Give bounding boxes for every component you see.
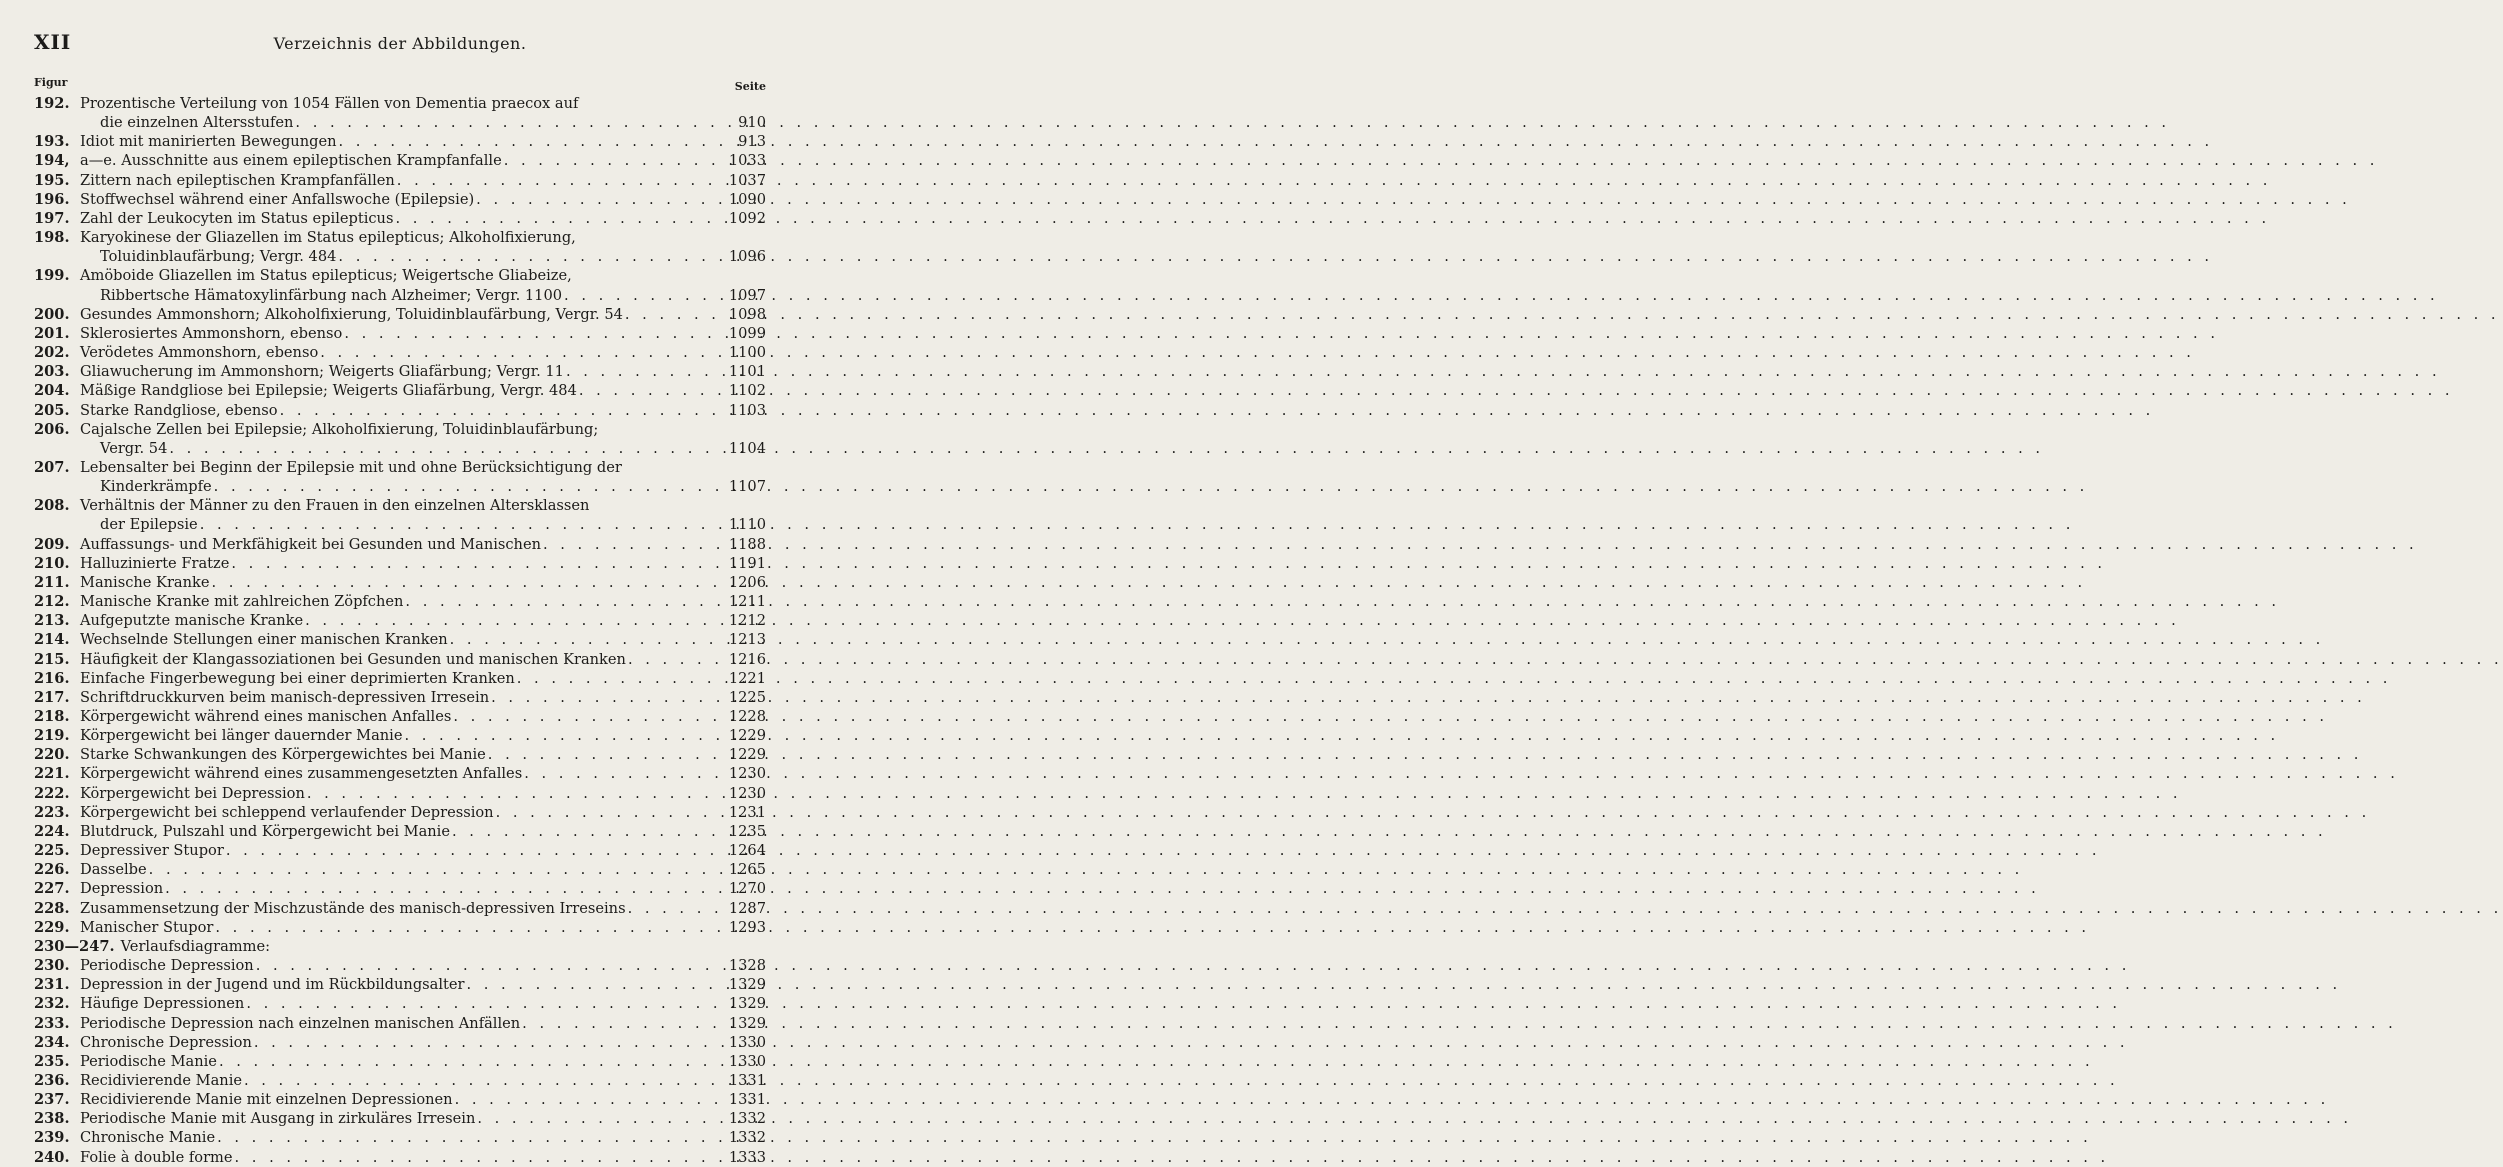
page-reference: 1096	[728, 248, 766, 266]
page-reference: 1229	[728, 727, 766, 745]
figure-number: 231.	[34, 976, 70, 994]
page-reference: 1090	[728, 190, 766, 208]
dot-leader	[564, 286, 718, 305]
dot-leader	[338, 132, 718, 151]
figure-number: 219.	[34, 727, 70, 745]
dot-leader	[226, 841, 718, 860]
dot-leader	[488, 745, 718, 764]
page-number: XII	[34, 30, 72, 54]
figure-title-line: Häufigkeit der Klangassoziationen bei Gesunden und manischen Kranken	[80, 650, 626, 668]
figure-entry	[34, 1033, 766, 1052]
page-reference: 1212	[728, 612, 766, 630]
figure-number: 235.	[34, 1052, 70, 1070]
page-reference: 1329	[728, 1014, 766, 1032]
figure-entry	[34, 918, 766, 937]
figure-entry	[34, 1071, 766, 1090]
page-reference: 1033	[728, 152, 766, 170]
figure-entry	[34, 305, 766, 324]
figure-entry	[34, 956, 766, 975]
figure-title-line: Häufige Depressionen	[80, 995, 245, 1013]
figure-title-line: Karyokinese der Gliazellen im Status epilepticus; Alkoholfixierung,	[80, 229, 576, 247]
page-reference: 1293	[728, 918, 766, 936]
figure-number: 196.	[34, 190, 70, 208]
figure-list	[34, 94, 766, 1167]
figure-entry	[34, 975, 766, 994]
figure-number: 233.	[34, 1014, 70, 1032]
figure-entry	[34, 401, 766, 420]
figure-number: 212.	[34, 593, 70, 611]
figure-entry	[34, 650, 766, 669]
figure-title-line: Chronische Manie	[80, 1129, 216, 1147]
dot-leader	[517, 669, 718, 688]
figure-entry	[34, 784, 766, 803]
page-reference: 1331	[728, 1071, 766, 1089]
dot-leader	[295, 113, 718, 132]
page-reference: 1103	[728, 401, 766, 419]
figure-entry	[34, 879, 766, 898]
dot-leader	[522, 1014, 718, 1033]
figure-title-line: Aufgeputzte manische Kranke	[80, 612, 304, 630]
figure-entry	[34, 266, 766, 304]
figure-title-line: Folie à double forme	[80, 1148, 233, 1166]
figure-entry	[34, 209, 766, 228]
figure-title-line: Verlaufsdiagramme:	[120, 937, 271, 955]
figure-entry	[34, 860, 766, 879]
page-reference: 1216	[728, 650, 766, 668]
dot-leader	[405, 592, 718, 611]
figure-number: 199.	[34, 267, 70, 285]
figure-title-line: Cajalsche Zellen bei Epilepsie; Alkoholfixierung, Toluidinblaufärbung;	[80, 420, 599, 438]
figure-number: 225.	[34, 842, 70, 860]
figure-title-line: Kinderkrämpfe	[100, 478, 212, 496]
figure-number: 192.	[34, 95, 70, 112]
figure-entry	[34, 190, 766, 209]
figure-title-line: die einzelnen Altersstufen	[100, 114, 294, 132]
figure-title-line: Stoffwechsel während einer Anfallswoche (Epilepsie)	[80, 190, 475, 208]
dot-leader	[566, 362, 718, 381]
dot-leader	[338, 247, 718, 266]
dot-leader	[149, 860, 718, 879]
figure-number: 226.	[34, 861, 70, 879]
figure-title-line: Verödetes Ammonshorn, ebenso	[80, 344, 319, 362]
figure-entry	[34, 420, 766, 458]
page-reference: 1099	[728, 324, 766, 342]
page-reference: 1235	[728, 822, 766, 840]
figure-number: 228.	[34, 899, 70, 917]
page-reference: 1333	[728, 1148, 766, 1166]
figure-title-line: Depressiver Stupor	[80, 842, 224, 860]
figure-title-line: Prozentische Verteilung von 1054 Fällen von Dementia praecox auf	[80, 95, 579, 112]
dot-leader	[496, 803, 718, 822]
figure-title-line: Chronische Depression	[80, 1033, 252, 1051]
dot-leader	[280, 401, 718, 420]
figure-title-line: a—e. Ausschnitte aus einem epileptischen Krampfanfalle	[80, 152, 502, 170]
page-header	[34, 30, 766, 64]
figure-number: 239.	[34, 1129, 70, 1147]
dot-leader	[397, 171, 718, 190]
page-reference: 1329	[728, 976, 766, 994]
figure-number: 193.	[34, 133, 70, 151]
dot-leader	[344, 324, 718, 343]
figure-number: 203.	[34, 363, 70, 381]
dot-leader	[404, 726, 718, 745]
figure-title-line: Dasselbe	[80, 861, 147, 879]
page-reference: 1037	[728, 171, 766, 189]
figure-entry	[34, 343, 766, 362]
figure-number: 217.	[34, 688, 70, 706]
page-reference: 1287	[728, 899, 766, 917]
figure-number: 206.	[34, 420, 70, 438]
figure-entry	[34, 228, 766, 266]
page-reference: 1270	[728, 880, 766, 898]
page-reference: 913	[738, 133, 766, 151]
page-reference: 1206	[728, 573, 766, 591]
dot-leader	[476, 190, 718, 209]
figure-title-line: Ribbertsche Hämatoxylinfärbung nach Alzheimer; Vergr. 1100	[100, 286, 563, 304]
dot-leader	[169, 439, 718, 458]
dot-leader	[543, 535, 718, 554]
figure-number: 234.	[34, 1033, 70, 1051]
book-page	[0, 0, 800, 1166]
figure-title-line: Manische Kranke mit zahlreichen Zöpfchen	[80, 593, 404, 611]
dot-leader	[254, 1033, 718, 1052]
figure-entry	[34, 94, 766, 132]
dot-leader	[628, 650, 718, 669]
page-reference: 1221	[728, 669, 766, 687]
page-reference: 1332	[728, 1110, 766, 1128]
figure-title-line: Zahl der Leukocyten im Status epilepticus	[80, 209, 394, 227]
figure-number: 227.	[34, 880, 70, 898]
page-reference: 1104	[728, 439, 766, 457]
figure-title-line: Periodische Depression	[80, 957, 254, 975]
page-reference: 1330	[728, 1033, 766, 1051]
figure-column-heading: Figur	[34, 76, 68, 89]
figure-number: 216.	[34, 669, 70, 687]
figure-entry	[34, 592, 766, 611]
page-reference: 1231	[728, 803, 766, 821]
page-reference: 1331	[728, 1091, 766, 1109]
figure-number: 214.	[34, 631, 70, 649]
figure-entry	[34, 611, 766, 630]
page-reference: 1230	[728, 765, 766, 783]
page-reference: 910	[738, 114, 766, 132]
page-reference: 1101	[728, 363, 766, 381]
dot-leader	[524, 764, 718, 783]
page-reference: 1110	[728, 516, 766, 534]
figure-title-line: der Epilepsie	[100, 516, 198, 534]
figure-entry	[34, 707, 766, 726]
figure-title-line: Periodische Manie	[80, 1052, 217, 1070]
figure-entry	[34, 1014, 766, 1033]
figure-title-line: Lebensalter bei Beginn der Epilepsie mit und ohne Berücksichtigung der	[80, 458, 622, 476]
dot-leader	[320, 343, 718, 362]
figure-entry	[34, 1148, 766, 1167]
figure-title-line: Amöboide Gliazellen im Status epilepticus; Weigertsche Gliabeize,	[80, 267, 572, 285]
figure-entry	[34, 764, 766, 783]
figure-number: 204.	[34, 382, 70, 400]
figure-title-line: Auffassungs- und Merkfähigkeit bei Gesunden und Manischen	[80, 535, 541, 553]
page-reference: 1328	[728, 957, 766, 975]
dot-leader	[491, 688, 718, 707]
page-reference: 1102	[728, 382, 766, 400]
dot-leader	[212, 573, 718, 592]
figure-number: 237.	[34, 1091, 70, 1109]
figure-number: 223.	[34, 803, 70, 821]
figure-title-line: Schriftdruckkurven beim manisch-depressiven Irresein	[80, 688, 490, 706]
figure-entry	[34, 745, 766, 764]
figure-number: 207.	[34, 458, 70, 476]
figure-title-line: Idiot mit manirierten Bewegungen	[80, 133, 337, 151]
figure-number: 201.	[34, 324, 70, 342]
dot-leader	[219, 1052, 718, 1071]
figure-title-line: Halluzinierte Fratze	[80, 554, 230, 572]
figure-entry	[34, 1109, 766, 1128]
figure-title-line: Mäßige Randgliose bei Epilepsie; Weigerts Gliafärbung, Vergr. 484	[80, 382, 577, 400]
figure-number: 208.	[34, 497, 70, 515]
figure-number: 220.	[34, 746, 70, 764]
dot-leader	[215, 918, 718, 937]
figure-title-line: Einfache Fingerbewegung bei einer deprimierten Kranken	[80, 669, 515, 687]
figure-entry	[34, 132, 766, 151]
page-reference: 1092	[728, 209, 766, 227]
dot-leader	[244, 1071, 718, 1090]
figure-number: 209.	[34, 535, 70, 553]
dot-leader	[307, 784, 718, 803]
figure-title-line: Körpergewicht bei Depression	[80, 784, 305, 802]
figure-number: 229.	[34, 918, 70, 936]
figure-entry	[34, 937, 766, 956]
figure-number: 202.	[34, 344, 70, 362]
figure-entry	[34, 994, 766, 1013]
dot-leader	[579, 381, 718, 400]
figure-title-line: Gesundes Ammonshorn; Alkoholfixierung, Toluidinblaufärbung, Vergr. 54	[80, 305, 623, 323]
figure-number: 230.	[34, 957, 70, 975]
figure-entry	[34, 688, 766, 707]
figure-title-line: Körpergewicht während eines zusammengesetzten Anfalles	[80, 765, 523, 783]
page-reference: 1264	[728, 842, 766, 860]
figure-number: 200.	[34, 305, 70, 323]
figure-number: 230—247.	[34, 937, 115, 955]
column-headings	[34, 74, 766, 92]
figure-entry	[34, 496, 766, 534]
page-column-heading: Seite	[734, 80, 766, 93]
figure-number: 218.	[34, 708, 70, 725]
figure-number: 215.	[34, 650, 70, 668]
figure-number: 222.	[34, 784, 70, 802]
figure-entry	[34, 324, 766, 343]
page-reference: 1332	[728, 1129, 766, 1147]
figure-number: 213.	[34, 612, 70, 630]
figure-entry	[34, 822, 766, 841]
figure-number: 197.	[34, 209, 70, 227]
figure-number: 211.	[34, 573, 70, 591]
dot-leader	[246, 994, 718, 1013]
figure-entry	[34, 554, 766, 573]
figure-number: 224.	[34, 822, 70, 840]
figure-title-line: Sklerosiertes Ammonshorn, ebenso	[80, 324, 343, 342]
figure-number: 194,	[34, 152, 70, 170]
figure-entry	[34, 381, 766, 400]
dot-leader	[235, 1148, 718, 1167]
page-reference: 1329	[728, 995, 766, 1013]
figure-title-line: Manischer Stupor	[80, 918, 214, 936]
figure-title-line: Verhältnis der Männer zu den Frauen in den einzelnen Altersklassen	[80, 497, 590, 515]
page-reference: 1211	[728, 593, 766, 611]
figure-entry	[34, 573, 766, 592]
dot-leader	[504, 151, 718, 170]
figure-entry	[34, 669, 766, 688]
dot-leader	[200, 515, 718, 534]
figure-entry	[34, 171, 766, 190]
figure-title-line: Zusammensetzung der Mischzustände des manisch-depressiven Irreseins	[80, 899, 626, 917]
figure-title-line: Wechselnde Stellungen einer manischen Kranken	[80, 631, 448, 649]
page-reference: 1229	[728, 746, 766, 764]
figure-title-line: Körpergewicht bei länger dauernder Manie	[80, 727, 403, 745]
dot-leader	[625, 305, 718, 324]
dot-leader	[453, 707, 718, 726]
figure-entry	[34, 458, 766, 496]
page-reference: 1188	[728, 535, 766, 553]
page-reference: 1330	[728, 1052, 766, 1070]
figure-title-line: Toluidinblaufärbung; Vergr. 484	[100, 248, 337, 266]
dot-leader	[467, 975, 719, 994]
figure-title-line: Blutdruck, Pulszahl und Körpergewicht bei Manie	[80, 822, 450, 840]
figure-entry	[34, 362, 766, 381]
figure-title-line: Zittern nach epileptischen Krampfanfällen	[80, 171, 395, 189]
figure-entry	[34, 630, 766, 649]
page-reference: 1228	[728, 708, 766, 725]
page-reference: 1265	[728, 861, 766, 879]
page-reference: 1225	[728, 688, 766, 706]
figure-title-line: Vergr. 54	[100, 439, 168, 457]
dot-leader	[256, 956, 718, 975]
dot-leader	[452, 822, 718, 841]
figure-number: 221.	[34, 765, 70, 783]
figure-entry	[34, 1128, 766, 1147]
dot-leader	[450, 630, 718, 649]
figure-title-line: Gliawucherung im Ammonshorn; Weigerts Gliafärbung; Vergr. 11	[80, 363, 564, 381]
page-reference: 1098	[728, 305, 766, 323]
figure-title-line: Recidivierende Manie mit einzelnen Depressionen	[80, 1091, 453, 1109]
page-reference: 1191	[728, 554, 766, 572]
dot-leader	[165, 879, 718, 898]
running-title: Verzeichnis der Abbildungen.	[273, 34, 527, 53]
figure-title-line: Starke Schwankungen des Körpergewichtes bei Manie	[80, 746, 486, 764]
dot-leader	[305, 611, 718, 630]
page-reference: 1230	[728, 784, 766, 802]
figure-number: 205.	[34, 401, 70, 419]
dot-leader	[217, 1128, 718, 1147]
figure-number: 240.	[34, 1148, 70, 1166]
figure-entry	[34, 151, 766, 170]
dot-leader	[477, 1109, 718, 1128]
figure-number: 195.	[34, 171, 70, 189]
dot-leader	[214, 477, 718, 496]
figure-title-line: Depression	[80, 880, 164, 898]
figure-entry	[34, 1090, 766, 1109]
figure-title-line: Körpergewicht bei schleppend verlaufender Depression	[80, 803, 494, 821]
figure-title-line: Manische Kranke	[80, 573, 210, 591]
figure-number: 198.	[34, 229, 70, 247]
figure-entry	[34, 1052, 766, 1071]
figure-entry	[34, 726, 766, 745]
dot-leader	[628, 899, 718, 918]
dot-leader	[455, 1090, 718, 1109]
page-reference: 1107	[728, 478, 766, 496]
dot-leader	[395, 209, 718, 228]
figure-title-line: Periodische Manie mit Ausgang in zirkuläres Irresein	[80, 1110, 476, 1128]
figure-entry	[34, 535, 766, 554]
figure-title-line: Periodische Depression nach einzelnen manischen Anfällen	[80, 1014, 521, 1032]
figure-entry	[34, 803, 766, 822]
dot-leader	[231, 554, 718, 573]
page-reference: 1097	[728, 286, 766, 304]
figure-number: 210.	[34, 554, 70, 572]
figure-number: 236.	[34, 1071, 70, 1089]
page-reference: 1213	[728, 631, 766, 649]
page-reference: 1100	[728, 344, 766, 362]
figure-entry	[34, 841, 766, 860]
figure-title-line: Körpergewicht während eines manischen Anfalles	[80, 708, 452, 725]
figure-title-line: Starke Randgliose, ebenso	[80, 401, 278, 419]
figure-title-line: Recidivierende Manie	[80, 1071, 242, 1089]
figure-number: 232.	[34, 995, 70, 1013]
figure-number: 238.	[34, 1110, 70, 1128]
figure-entry	[34, 899, 766, 918]
figure-title-line: Depression in der Jugend und im Rückbildungsalter	[80, 976, 465, 994]
